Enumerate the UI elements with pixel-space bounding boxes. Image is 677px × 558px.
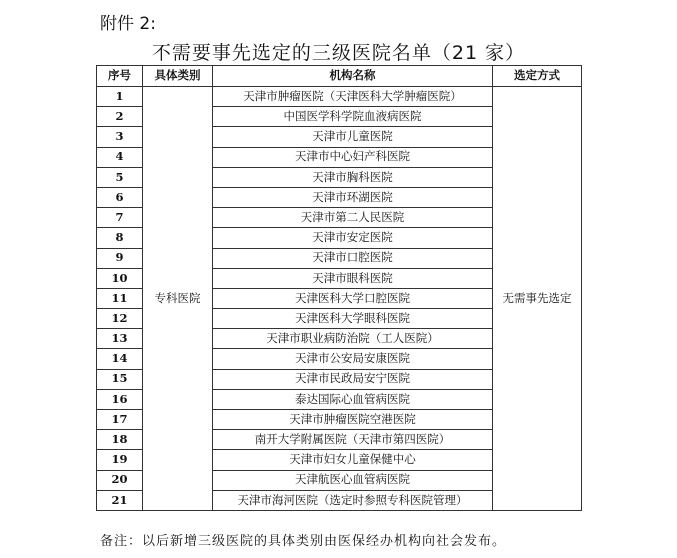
- row-index: 19: [97, 450, 143, 470]
- row-index: 15: [97, 369, 143, 389]
- row-index: 13: [97, 329, 143, 349]
- institution-name: 天津市安定医院: [213, 228, 493, 248]
- row-index: 11: [97, 288, 143, 308]
- institution-name: 天津市民政局安宁医院: [213, 369, 493, 389]
- institution-name: 天津市公安局安康医院: [213, 349, 493, 369]
- row-index: 8: [97, 228, 143, 248]
- institution-name: 天津市肿瘤医院空港医院: [213, 410, 493, 430]
- institution-name: 中国医学科学院血液病医院: [213, 107, 493, 127]
- row-index: 3: [97, 127, 143, 147]
- institution-name: 天津市第二人民医院: [213, 208, 493, 228]
- row-index: 1: [97, 87, 143, 107]
- hospital-table: [96, 65, 582, 511]
- row-index: 9: [97, 248, 143, 268]
- row-index: 18: [97, 430, 143, 450]
- table-header-row: [97, 66, 582, 87]
- institution-name: 天津市妇女儿童保健中心: [213, 450, 493, 470]
- institution-name: 天津市海河医院（选定时参照专科医院管理）: [213, 490, 493, 510]
- selection-method-cell: 无需事先选定: [493, 87, 582, 511]
- row-index: 12: [97, 309, 143, 329]
- row-index: 21: [97, 490, 143, 510]
- institution-name: 天津市胸科医院: [213, 167, 493, 187]
- institution-name: 南开大学附属医院（天津市第四医院）: [213, 430, 493, 450]
- category-cell: 专科医院: [143, 87, 213, 511]
- row-index: 4: [97, 147, 143, 167]
- institution-name: 天津医科大学眼科医院: [213, 309, 493, 329]
- row-index: 14: [97, 349, 143, 369]
- row-index: 6: [97, 187, 143, 207]
- table-body: [97, 87, 582, 511]
- institution-name: 天津航医心血管病医院: [213, 470, 493, 490]
- row-index: 7: [97, 208, 143, 228]
- institution-name: 天津市职业病防治院（工人医院）: [213, 329, 493, 349]
- institution-name: 天津市眼科医院: [213, 268, 493, 288]
- page-title: 不需要事先选定的三级医院名单（21 家）: [151, 42, 526, 64]
- institution-name: 天津市中心妇产科医院: [213, 147, 493, 167]
- header-category: 具体类别: [143, 66, 213, 87]
- institution-name: 泰达国际心血管病医院: [213, 389, 493, 409]
- table-row: [97, 87, 582, 107]
- row-index: 10: [97, 268, 143, 288]
- header-method: 选定方式: [493, 66, 582, 87]
- footnote: 备注：以后新增三级医院的具体类别由医保经办机构向社会发布。: [100, 534, 507, 549]
- row-index: 5: [97, 167, 143, 187]
- institution-name: 天津市环湖医院: [213, 187, 493, 207]
- institution-name: 天津市儿童医院: [213, 127, 493, 147]
- attachment-label: 附件 2:: [100, 14, 156, 34]
- institution-name: 天津医科大学口腔医院: [213, 288, 493, 308]
- row-index: 17: [97, 410, 143, 430]
- institution-name: 天津市肿瘤医院（天津医科大学肿瘤医院）: [213, 87, 493, 107]
- row-index: 16: [97, 389, 143, 409]
- header-index: 序号: [97, 66, 143, 87]
- header-institution: 机构名称: [213, 66, 493, 87]
- row-index: 2: [97, 107, 143, 127]
- institution-name: 天津市口腔医院: [213, 248, 493, 268]
- row-index: 20: [97, 470, 143, 490]
